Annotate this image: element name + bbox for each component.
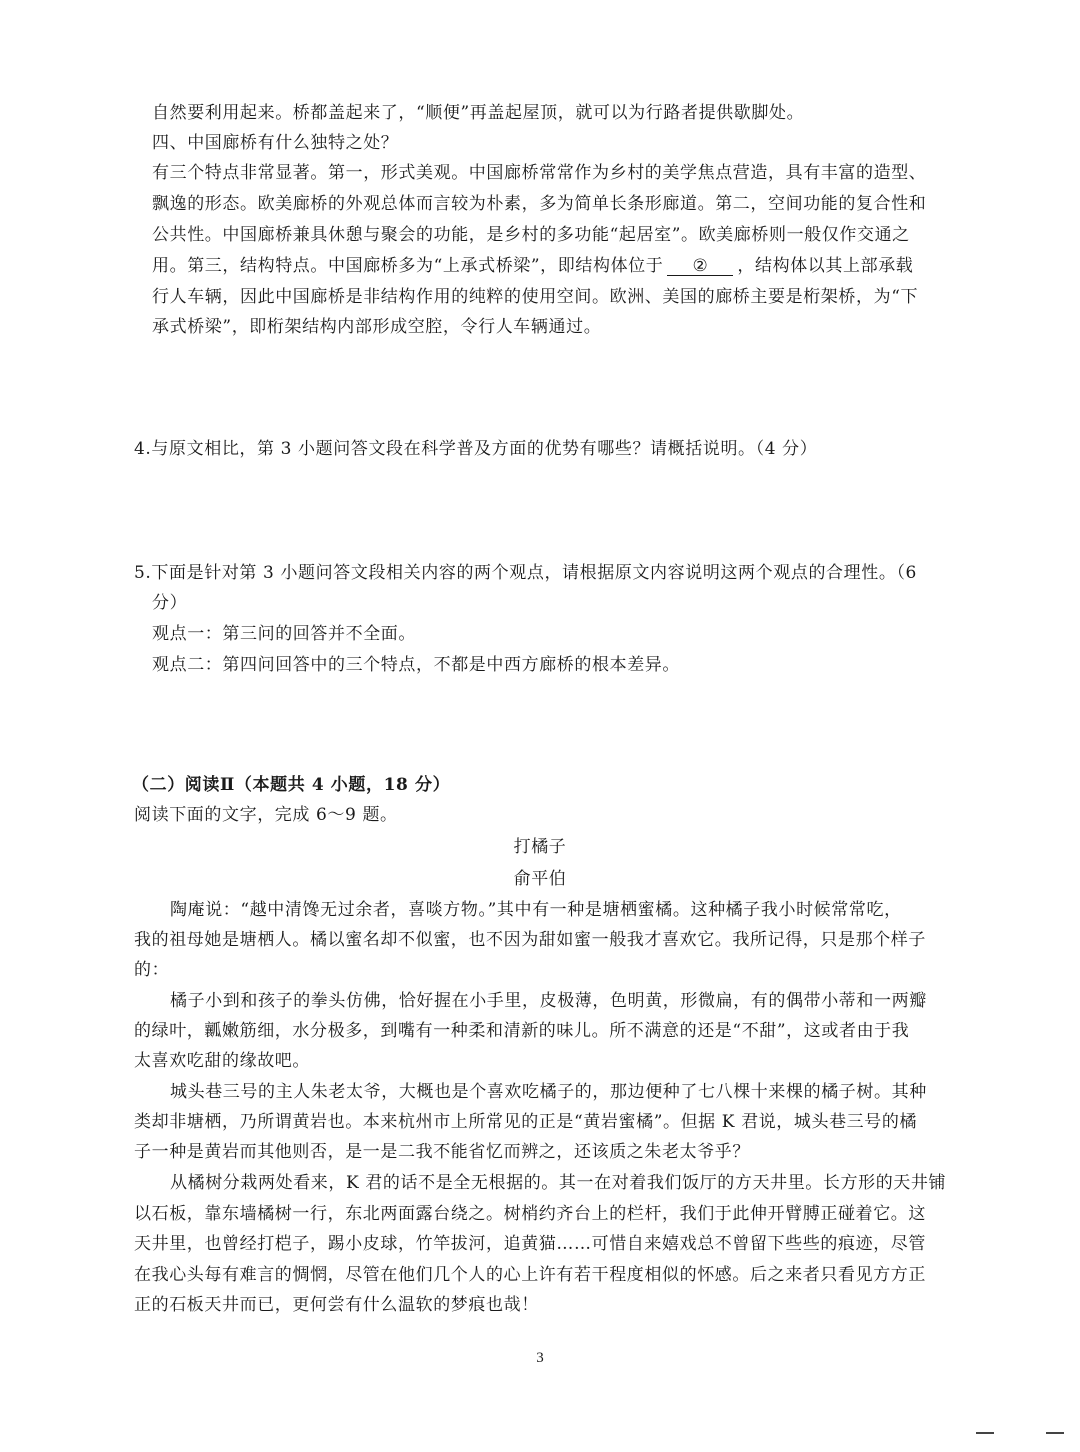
instruction: 阅读下面的文字，完成 6～9 题。 <box>134 805 398 825</box>
page-number: 3 <box>536 1350 544 1366</box>
text-line: 公共性。中国廊桥兼具休憩与聚会的功能，是乡村的多功能“起居室”。欧美廊桥则一般仅作交通之 <box>152 225 910 245</box>
article-author: 俞平伯 <box>513 869 567 889</box>
scan-mark <box>1046 1432 1064 1434</box>
paragraph-line: 城头巷三号的主人朱老太爷，大概也是个喜欢吃橘子的，那边便种了七八棵十来棵的橘子树。其种 <box>170 1082 927 1102</box>
article-title: 打橘子 <box>513 837 567 857</box>
paragraph-line: 天井里，也曾经打桤子，踢小皮球，竹竿拔河，追黄猫……可惜自来嬉戏总不曾留下些些的痕迹，尽管 <box>134 1234 926 1254</box>
scan-mark <box>976 1432 994 1434</box>
paragraph-line: 类却非塘栖，乃所谓黄岩也。本来杭州市上所常见的正是“黄岩蜜橘”。但据 K 君说，城头巷三号的橘 <box>134 1112 918 1132</box>
paragraph-line: 的绿叶，瓤嫩筋细，水分极多，到嘴有一种柔和清新的味儿。所不满意的还是“不甜”，这或者由于我 <box>134 1021 910 1041</box>
text-line: 自然要利用起来。桥都盖起来了，“顺便”再盖起屋顶，就可以为行路者提供歇脚处。 <box>152 103 805 123</box>
text-line <box>152 255 913 277</box>
paragraph-line: 的： <box>134 960 170 980</box>
text-line: 飘逸的形态。欧美廊桥的外观总体而言较为朴素，多为简单长条形廊道。第二，空间功能的复合性和 <box>152 194 927 214</box>
paragraph-line: 以石板，靠东墙橘树一行，东北两面露台绕之。树梢约齐台上的栏杆，我们于此伸开臂膊正碰着它。这 <box>134 1204 926 1224</box>
viewpoint-2: 观点二：第四问回答中的三个特点，不都是中西方廊桥的根本差异。 <box>152 655 680 675</box>
text-line: 四、中国廊桥有什么独特之处？ <box>152 133 399 153</box>
paragraph-line: 陶庵说：“越中清馋无过余者，喜啖方物。”其中有一种是塘栖蜜橘。这种橘子我小时候常常吃， <box>170 900 902 920</box>
question-5-continued: 分） <box>152 593 188 613</box>
paragraph-line: 在我心头每有难言的惆惘，尽管在他们几个人的心上许有若干程度相似的怀感。后之来者只看见方方正 <box>134 1265 926 1285</box>
text-line: 行人车辆，因此中国廊桥是非结构作用的纯粹的使用空间。欧洲、美国的廊桥主要是桁架桥，为“下 <box>152 287 919 307</box>
fill-blank: ② <box>667 257 733 276</box>
text-line: 承式桥梁”，即桁架结构内部形成空腔，令行人车辆通过。 <box>152 317 602 337</box>
paragraph-line: 子一种是黄岩而其他则否，是一是二我不能省忆而辨之，还该质之朱老太爷乎？ <box>134 1142 750 1162</box>
paragraph-line: 我的祖母她是塘栖人。橘以蜜名却不似蜜，也不因为甜如蜜一般我才喜欢它。我所记得，只是那个样子 <box>134 930 926 950</box>
paragraph-line: 橘子小到和孩子的拳头仿佛，恰好握在小手里，皮极薄，色明黄，形微扁，有的偶带小蒂和一两瓣 <box>170 991 927 1011</box>
viewpoint-1: 观点一：第三问的回答并不全面。 <box>152 624 416 644</box>
paragraph-line: 正的石板天井而已，更何尝有什么温软的梦痕也哉！ <box>134 1295 539 1315</box>
question-4: 4.与原文相比，第 3 小题问答文段在科学普及方面的优势有哪些？请概括说明。（4 分） <box>134 439 818 459</box>
paragraph-line: 太喜欢吃甜的缘故吧。 <box>134 1051 310 1071</box>
section-heading: （二）阅读Ⅱ（本题共 4 小题，18 分） <box>132 775 451 795</box>
paragraph-line: 从橘树分栽两处看来，K 君的话不是全无根据的。其一在对着我们饭厅的方天井里。长方形的天井铺 <box>170 1173 947 1193</box>
text-line: 有三个特点非常显著。第一，形式美观。中国廊桥常常作为乡村的美学焦点营造，具有丰富的造型、 <box>152 163 927 183</box>
text-segment: ，结构体以其上部承载 <box>737 256 914 276</box>
question-5: 5.下面是针对第 3 小题问答文段相关内容的两个观点，请根据原文内容说明这两个观点的合理性。（6 <box>134 563 917 583</box>
text-segment: 用。第三，结构特点。中国廊桥多为“上承式桥梁”，即结构体位于 <box>152 256 664 276</box>
